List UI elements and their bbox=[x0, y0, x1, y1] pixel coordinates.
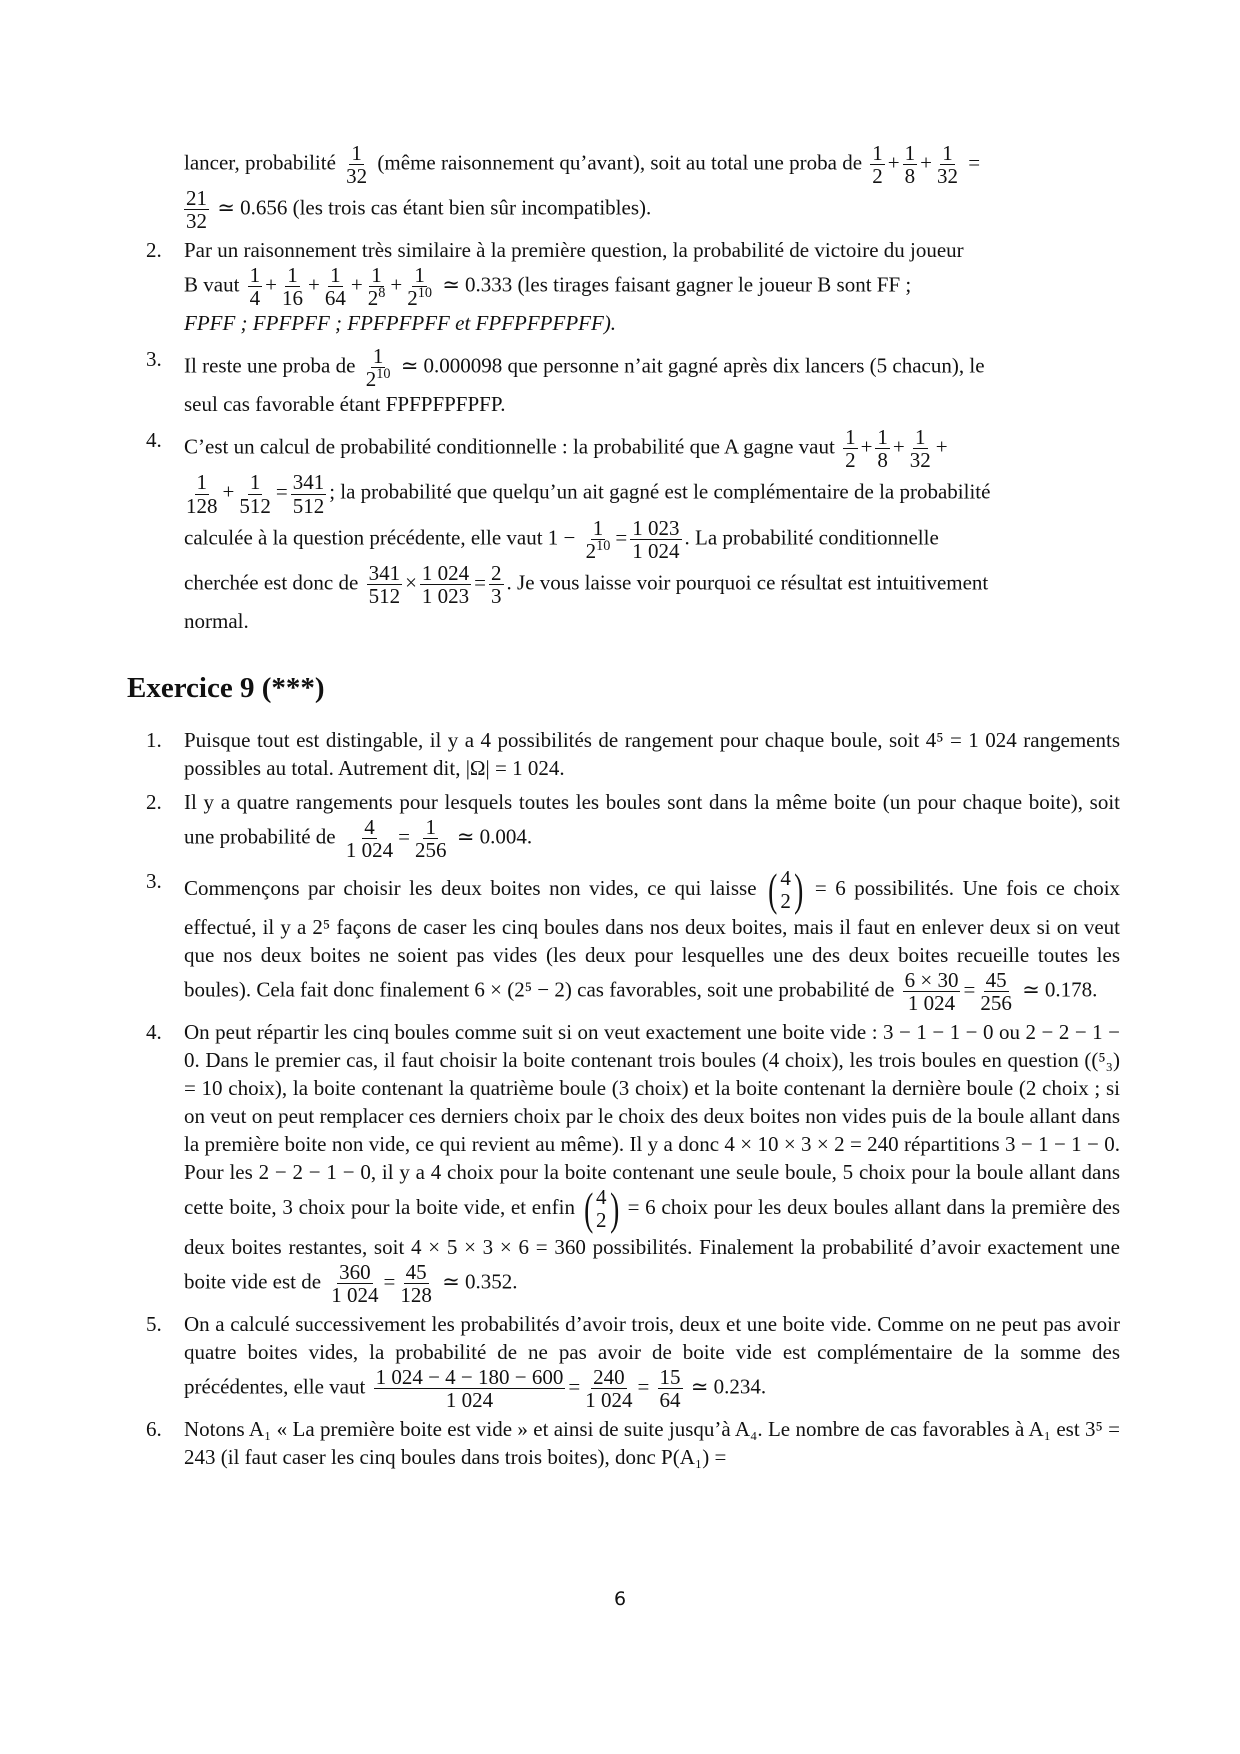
numerator: 2 bbox=[491, 560, 502, 585]
text-span: ≃ 0.333 (les tirages faisant gagner le joueur B sont FF ; bbox=[442, 272, 912, 297]
numerator: 1 bbox=[249, 470, 261, 495]
denominator: 256 bbox=[980, 991, 1012, 1016]
fraction bbox=[344, 816, 395, 861]
numerator: 1 bbox=[249, 263, 261, 288]
numerator: 1 bbox=[425, 815, 436, 839]
text-span: ≃ 0.004. bbox=[456, 824, 533, 849]
fraction bbox=[366, 264, 388, 309]
fraction bbox=[420, 562, 471, 607]
text-span: = 6 possibilités. Une fois ce choix effectué, il y a 2⁵ façons de caser les cinq boules dans nos deux boites, mais il faut en enlever deux si on veut que nos deux boites ne soient pas vides (les deux pour lesquelles une des deux boites recueille toutes les boules). Cela fait donc finalement 6 × (2⁵ − 2) cas favorables, soit une probabilité de bbox=[184, 876, 1121, 1002]
text-span: Commençons par choisir les deux boites non vides, ce qui laisse bbox=[184, 876, 757, 900]
fraction bbox=[374, 1366, 566, 1411]
text-span: ≃ 0.352. bbox=[442, 1268, 518, 1293]
fraction bbox=[237, 471, 273, 516]
text-span: Il y a quatre rangements pour lesquels toutes les boules sont dans la même boite (un pour chaque boite), soit une probabilité de bbox=[184, 790, 1120, 849]
numerator: 240 bbox=[593, 1364, 625, 1389]
denominator: 8 bbox=[904, 164, 916, 189]
denominator: 64 bbox=[659, 1387, 681, 1412]
answer-2: 2. Par un raisonnement très similaire à la première question, la probabilité de victoire du joueur B vaut $\frac{1}{4}$ + $\frac{1}{16}$ + $\frac{1}{64}$ + $\frac{1}{2^8}$ + $\frac{1}{2^{10}}$ ≃ 0.333 (les tirages faisant gagner le joueur B sont FF ; FPFF ; FPFPFF ; FPFPFPFF et FPFPFPFPFF). bbox=[146, 238, 964, 336]
text-span: ; la probabilité que quelqu’un ait gagné est le complémentaire de la probabilité bbox=[329, 479, 991, 504]
denominator: 2 bbox=[845, 448, 856, 473]
denominator: 4 bbox=[249, 286, 261, 311]
numerator: 1 bbox=[845, 425, 856, 450]
numerator: 4 bbox=[364, 815, 375, 839]
previous-exercise-answers bbox=[146, 141, 1120, 635]
item-number: 3. bbox=[146, 347, 162, 372]
denominator: 3 bbox=[491, 583, 502, 608]
denominator: $2^{10}$ bbox=[365, 366, 391, 392]
fraction bbox=[323, 264, 348, 309]
text-span: ≃ 0.000098 que personne n’ait gagné après dix lancers (5 chacun), le bbox=[400, 353, 985, 378]
numerator: 1 bbox=[351, 141, 362, 165]
item-number: 5. bbox=[146, 1311, 162, 1336]
numerator: 360 bbox=[339, 1259, 371, 1284]
text-span: lancer, probabilité bbox=[184, 150, 336, 175]
fraction bbox=[875, 426, 890, 471]
numerator: 1 bbox=[371, 263, 382, 288]
ex9-answer-1 bbox=[146, 726, 1120, 782]
fraction bbox=[291, 471, 327, 516]
binomial-coefficient: ( 4 2 ) bbox=[583, 1183, 619, 1235]
fraction bbox=[413, 816, 449, 861]
denominator: 512 bbox=[368, 583, 401, 608]
exercise-9-answers bbox=[146, 726, 1121, 1471]
item-number: 2. bbox=[146, 238, 162, 263]
item-number: 4. bbox=[146, 428, 162, 453]
text-span: C’est un calcul de probabilité conditionnelle : la probabilité que A gagne vaut bbox=[184, 434, 835, 459]
denominator: 8 bbox=[877, 448, 888, 473]
item-number: 2. bbox=[146, 790, 162, 814]
fraction bbox=[935, 142, 960, 187]
denominator: 32 bbox=[346, 164, 368, 189]
equals-sign: = bbox=[968, 150, 981, 175]
fraction bbox=[489, 562, 504, 607]
numerator: 45 bbox=[405, 1259, 427, 1284]
denominator: $2^8$ bbox=[367, 285, 386, 311]
denominator: 1 024 bbox=[907, 991, 956, 1016]
numerator: 1 bbox=[877, 425, 888, 450]
denominator: $2^{10}$ bbox=[585, 537, 611, 563]
text-span: On a calculé successivement les probabilités d’avoir trois, deux et une boite vide. Comme on ne peut pas avoir quatre boites vides, la probabilité de ne pas avoir de boite vide est complémentaire de la somme des précédentes, elle vaut bbox=[184, 1311, 1120, 1399]
ex9-answer-2: 2. Il y a quatre rangements pour lesquels toutes les boules sont dans la même boite (un pour chaque boite), soit une probabilité de $\frac{4}{1 024}$ = $\frac{1}{256}$ ≃ 0.004. bbox=[146, 790, 1120, 863]
denominator: 32 bbox=[909, 448, 931, 473]
binomial-coefficient: ( 4 2 ) bbox=[768, 864, 804, 916]
fraction bbox=[344, 142, 369, 187]
item-number: 6. bbox=[146, 1416, 162, 1441]
text-span: Notons A₁ « La première boite est vide » et ainsi de suite jusqu’à A₄. Le nombre de cas favorables à A₁ est 3⁵ = 243 (il faut caser les cinq boules dans trois boites), donc P(A₁) = bbox=[184, 1416, 1120, 1469]
fraction bbox=[405, 264, 434, 309]
item-number: 1. bbox=[146, 728, 162, 752]
numerator: 1 bbox=[414, 263, 425, 288]
item-number: 4. bbox=[146, 1020, 162, 1045]
denominator: 128 bbox=[186, 493, 218, 518]
fraction bbox=[364, 345, 393, 390]
fraction bbox=[184, 187, 209, 232]
numerator: 341 bbox=[368, 560, 401, 585]
numerator: 1 bbox=[872, 141, 883, 165]
numerator: 1 024 − 4 − 180 − 600 bbox=[375, 1364, 564, 1389]
page-number: 6 bbox=[613, 1588, 627, 1610]
text-span: calculée à la question précédente, elle vaut 1 − bbox=[184, 524, 576, 549]
text-span: Puisque tout est distingable, il y a 4 possibilités de rangement pour chaque boule, soit 4⁵ = 1 024 rangements possibles au total. Autrement dit, |Ω| = 1 024. bbox=[184, 728, 1120, 780]
numerator: 45 bbox=[985, 968, 1007, 993]
numerator: 1 bbox=[904, 141, 916, 165]
text-span: Il reste une proba de bbox=[184, 353, 356, 378]
answer-4: 4. C’est un calcul de probabilité conditionnelle : la probabilité que A gagne vaut $\frac{1}{2}$ + $\frac{1}{8}$ + $\frac{1}{32}$ + $\frac{1}{128}$ + $\frac{1}{512}$ = $\frac{341}{512}$ ; la probabilité que quelqu’un ait gagné est le complémentaire de la probabilité calculée à la question précédente, elle vaut 1 − $\frac{1}{2^{10}}$ = $\frac{1 023}{1 024}$ . La probabilité conditionnelle cherchée est donc de $\frac{341}{512}$ × $\frac{1 024}{1 023}$ = $\frac{2}{3}$ . Je vous laisse voir pourquoi ce résultat est intuitivement normal. bbox=[146, 425, 991, 633]
fraction bbox=[583, 1366, 634, 1411]
text-span: cherchée est donc de bbox=[184, 570, 359, 595]
denominator: 1 024 bbox=[585, 1387, 633, 1412]
text-span: FPFF ; FPFPFF ; FPFPFPFF et FPFPFPFPFF). bbox=[184, 311, 617, 336]
numerator: 341 bbox=[292, 470, 325, 495]
text-span: . Je vous laisse voir pourquoi ce résultat est intuitivement bbox=[506, 570, 989, 595]
numerator: 1 bbox=[196, 470, 207, 495]
fraction bbox=[398, 1261, 434, 1306]
fraction bbox=[329, 1261, 380, 1306]
numerator: 1 023 bbox=[632, 515, 680, 540]
numerator: 1 bbox=[330, 263, 341, 288]
text-span: (même raisonnement qu’avant), soit au total une proba de bbox=[377, 150, 863, 175]
fraction bbox=[903, 142, 918, 187]
denominator: 1 024 bbox=[331, 1282, 379, 1307]
denominator: 1 023 bbox=[421, 583, 470, 608]
fraction bbox=[658, 1366, 683, 1411]
fraction bbox=[870, 142, 885, 187]
denominator: $2^{10}$ bbox=[407, 285, 432, 311]
numerator: 1 bbox=[372, 344, 384, 369]
fraction bbox=[978, 969, 1014, 1014]
ex9-answer-5: 5. On a calculé successivement les probabilités d’avoir trois, deux et une boite vide. Comme on ne peut pas avoir quatre boites vides, la probabilité de ne pas avoir de boite vide est complémentaire de la somme des précédentes, elle vaut $\frac{1 024 - 4 - 180 - 600}{1 024}$ = $\frac{240}{1 024}$ = $\frac{15}{64}$ ≃ 0.234. bbox=[146, 1311, 1120, 1412]
denominator: 1 024 bbox=[632, 538, 680, 563]
text-span: . La probabilité conditionnelle bbox=[684, 524, 939, 549]
text-span: Par un raisonnement très similaire à la première question, la probabilité de victoire du joueur bbox=[184, 238, 964, 263]
answer-1-continuation: lancer, probabilité $\frac{1}{32}$ (même raisonnement qu’avant), soit au total une proba de $\frac{1}{2}$ + $\frac{1}{8}$ + $\frac{1}{32}$ = $\frac{21}{32}$ ≃ 0.656 (les trois cas étant bien sûr incompatibles). bbox=[184, 141, 981, 234]
ex9-answer-6 bbox=[146, 1415, 1120, 1471]
ex9-answer-4: 4. On peut répartir les cinq boules comme suit si on veut exactement une boite vide : 3 − 1 − 1 − 0 ou 2 − 2 − 1 − 0. Dans le premier cas, il faut choisir la boite contenant trois boules (4 choix), les trois boules en question ((⁵₃) = 10 choix), la boite contenant la quatrième boule (3 choix) et la boite contenant la dernière boule (2 choix ; si on veut on peut remplacer ces derniers choix par le choix des deux boites non vides puis de la boule allant dans la première boite non vide, ce qui revient au même). Il y a donc 4 × 10 × 3 × 2 = 240 répartitions 3 − 1 − 1 − 0. Pour les 2 − 2 − 1 − 0, il y a 4 choix pour la boite contenant une seule boule, 5 choix pour la boule allant dans cette boite, 3 choix pour la boite vide, et enfin ( 4 2 ) = 6 choix pour les deux boules allant dans la première des deux boites restantes, soit 4 × 5 × 3 × 6 = 360 possibilités. Finalement la probabilité d’avoir exactement une boite vide est de $\frac{360}{1 024}$ = $\frac{45}{128}$ ≃ 0.352. bbox=[146, 1020, 1121, 1307]
numerator: 1 bbox=[592, 515, 604, 540]
denominator: 1 024 bbox=[445, 1387, 494, 1412]
fraction bbox=[908, 426, 933, 471]
denominator: 128 bbox=[400, 1282, 432, 1307]
fraction bbox=[367, 562, 403, 607]
text-span: ≃ 0.178. bbox=[1022, 977, 1098, 1002]
denominator: 2 bbox=[872, 164, 883, 189]
text-span: seul cas favorable étant FPFPFPFPFP. bbox=[184, 392, 506, 417]
fraction bbox=[843, 426, 858, 471]
denominator: 512 bbox=[239, 493, 271, 518]
fraction bbox=[280, 264, 305, 309]
denominator: 32 bbox=[936, 164, 958, 189]
numerator: 1 bbox=[915, 425, 926, 450]
denominator: 64 bbox=[324, 286, 346, 311]
text-span: = 6 choix pour les deux boules allant dans la première des deux boites restantes, soit 4 × 5 × 3 × 6 = 360 possibilités. Finalement la probabilité d’avoir exactement une boite vide est de bbox=[184, 1195, 1121, 1293]
item-number: 3. bbox=[146, 869, 162, 894]
denominator: 32 bbox=[186, 209, 207, 234]
numerator: 21 bbox=[186, 186, 207, 211]
fraction bbox=[584, 517, 613, 562]
fraction bbox=[184, 471, 220, 516]
text-span: B vaut bbox=[184, 272, 240, 297]
numerator: 1 bbox=[287, 263, 298, 288]
denominator: 1 024 bbox=[345, 838, 394, 863]
fraction bbox=[248, 264, 263, 309]
numerator: 1 024 bbox=[421, 560, 470, 585]
fraction bbox=[630, 517, 681, 562]
text-span: On peut répartir les cinq boules comme suit si on veut exactement une boite vide : 3 − 1 − 1 − 0 ou 2 − 2 − 1 − 0. Dans le premier cas, il faut choisir la boite contenant trois boules (4 choix), les trois boules en question ((⁵₃) = 10 choix), la boite contenant la quatrième boule (3 choix) et la boite contenant la dernière boule (2 choix ; si on veut on peut remplacer ces derniers choix par le choix des deux boites non vides puis de la boule allant dans la première boite non vide, ce qui revient au même). Il y a donc 4 × 10 × 3 × 2 = 240 répartitions 3 − 1 − 1 − 0. Pour les 2 − 2 − 1 − 0, il y a 4 choix pour la boite contenant une seule boule, 5 choix pour la boule allant dans cette boite, 3 choix pour la boite vide, et enfin bbox=[184, 1020, 1120, 1220]
answer-3 bbox=[146, 344, 1120, 418]
denominator: 512 bbox=[292, 493, 325, 518]
numerator: 1 bbox=[942, 141, 953, 165]
denominator: 16 bbox=[282, 286, 304, 311]
text-span: ≃ 0.656 (les trois cas étant bien sûr incompatibles). bbox=[217, 195, 652, 220]
fraction bbox=[903, 969, 961, 1014]
exercise-9-heading: Exercice 9 (***) bbox=[127, 672, 325, 704]
ex9-answer-3: 3. Commençons par choisir les deux boites non vides, ce qui laisse ( 4 2 ) = 6 possibilités. Une fois ce choix effectué, il y a 2⁵ façons de caser les cinq boules dans nos deux boites, mais il faut en enlever deux si on veut que nos deux boites ne soient pas vides (les deux pour lesquelles une des deux boites recueille toutes les boules). Cela fait donc finalement 6 × (2⁵ − 2) cas favorables, soit une probabilité de $\frac{6 \times 30}{1 024}$ = $\frac{45}{256}$ ≃ 0.178. bbox=[146, 864, 1121, 1016]
denominator: 256 bbox=[414, 838, 447, 863]
numerator: 6 × 30 bbox=[904, 968, 959, 993]
text-span: normal. bbox=[184, 608, 249, 633]
numerator: 15 bbox=[659, 1364, 681, 1389]
text-span: ≃ 0.234. bbox=[690, 1374, 767, 1399]
